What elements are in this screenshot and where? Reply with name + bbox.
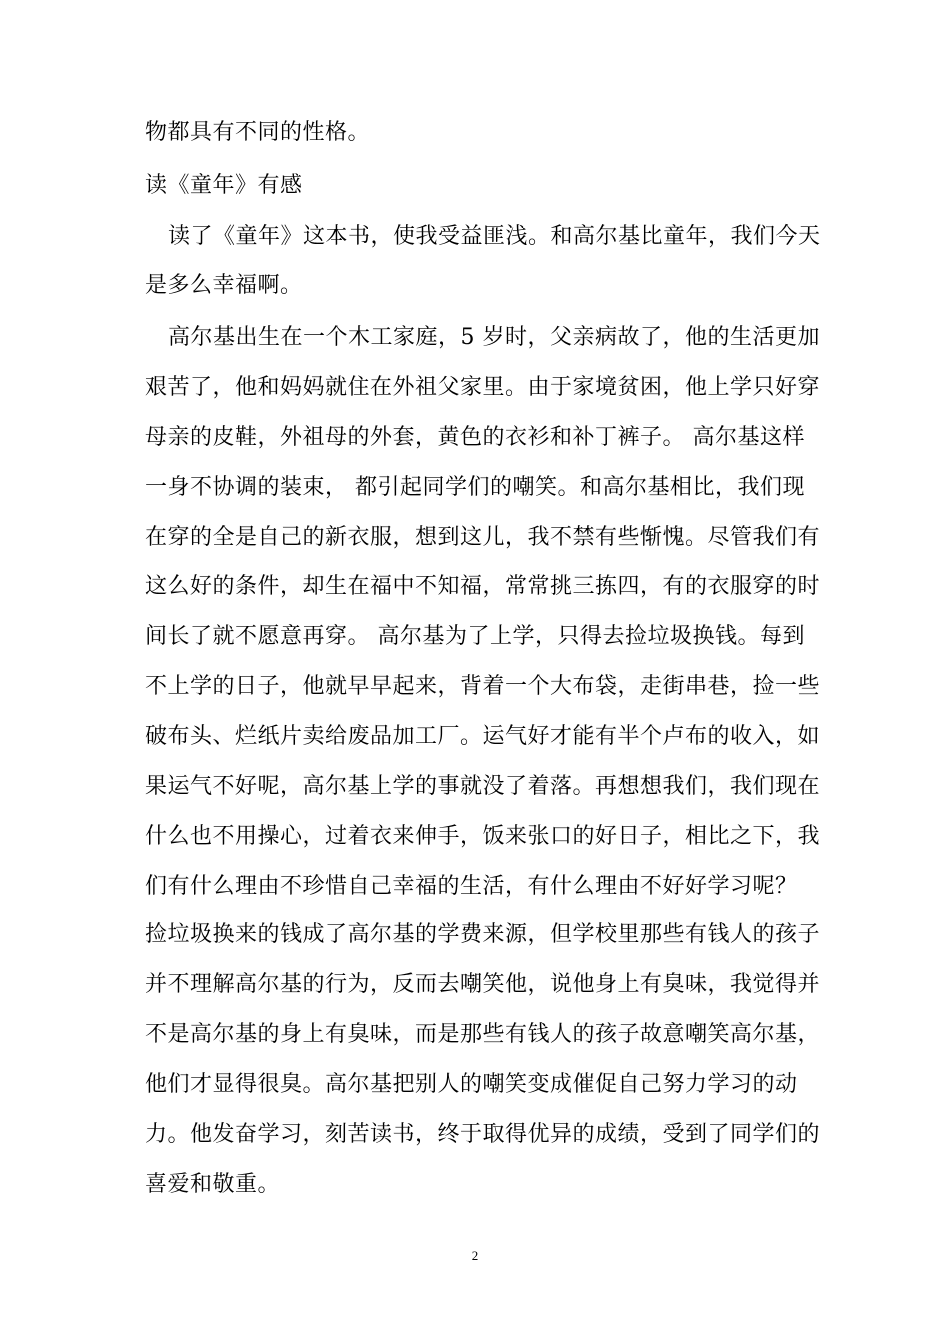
text-line: 什么也不用操心，过着衣来伸手，饭来张口的好日子，相比之下，我 [145,824,821,849]
page-number: 2 [471,1248,479,1263]
text-line: 捡垃圾换来的钱成了高尔基的学费来源，但学校里那些有钱人的孩子 [145,922,821,947]
text-line: 艰苦了，他和妈妈就住在外祖父家里。由于家境贫困，他上学只好穿 [145,375,821,400]
text-line: 不上学的日子，他就早早起来，背着一个大布袋，走街串巷，捡一些 [145,674,821,699]
text-line: 们有什么理由不珍惜自己幸福的生活，有什么理由不好好学习呢？ [145,874,798,899]
text-line: 一身不协调的装束， 都引起同学们的嘲笑。和高尔基相比，我们现 [145,475,805,500]
text-line: 果运气不好呢，高尔基上学的事就没了着落。再想想我们，我们现在 [145,774,821,799]
text-line: 高尔基出生在一个木工家庭，5 岁时，父亲病故了，他的生活更加 [168,325,820,350]
text-line: 喜爱和敬重。 [145,1172,281,1197]
text-line: 是多么幸福啊。 [145,273,303,298]
text-line: 间长了就不愿意再穿。 高尔基为了上学，只得去捡垃圾换钱。每到 [145,624,805,649]
text-line: 破布头、烂纸片卖给废品加工厂。运气好才能有半个卢布的收入，如 [145,724,821,749]
text-line: 力。他发奋学习，刻苦读书，终于取得优异的成绩，受到了同学们的 [145,1122,821,1147]
text-line: 他们才显得很臭。高尔基把别人的嘲笑变成催促自己努力学习的动 [145,1072,798,1097]
text-line: 不是高尔基的身上有臭味，而是那些有钱人的孩子故意嘲笑高尔基， [145,1022,821,1047]
essay-title: 读《童年》有感 [145,173,303,198]
text-line: 母亲的皮鞋，外祖母的外套，黄色的衣衫和补丁裤子。 高尔基这样 [145,425,805,450]
text-line: 读了《童年》这本书，使我受益匪浅。和高尔基比童年，我们今天 [168,224,821,249]
text-line: 在穿的全是自己的新衣服，想到这儿，我不禁有些惭愧。尽管我们有 [145,525,821,550]
text-line: 并不理解高尔基的行为，反而去嘲笑他，说他身上有臭味，我觉得并 [145,972,821,997]
text-line: 物都具有不同的性格。 [145,120,371,145]
text-line: 这么好的条件，却生在福中不知福，常常挑三拣四，有的衣服穿的时 [145,574,821,599]
